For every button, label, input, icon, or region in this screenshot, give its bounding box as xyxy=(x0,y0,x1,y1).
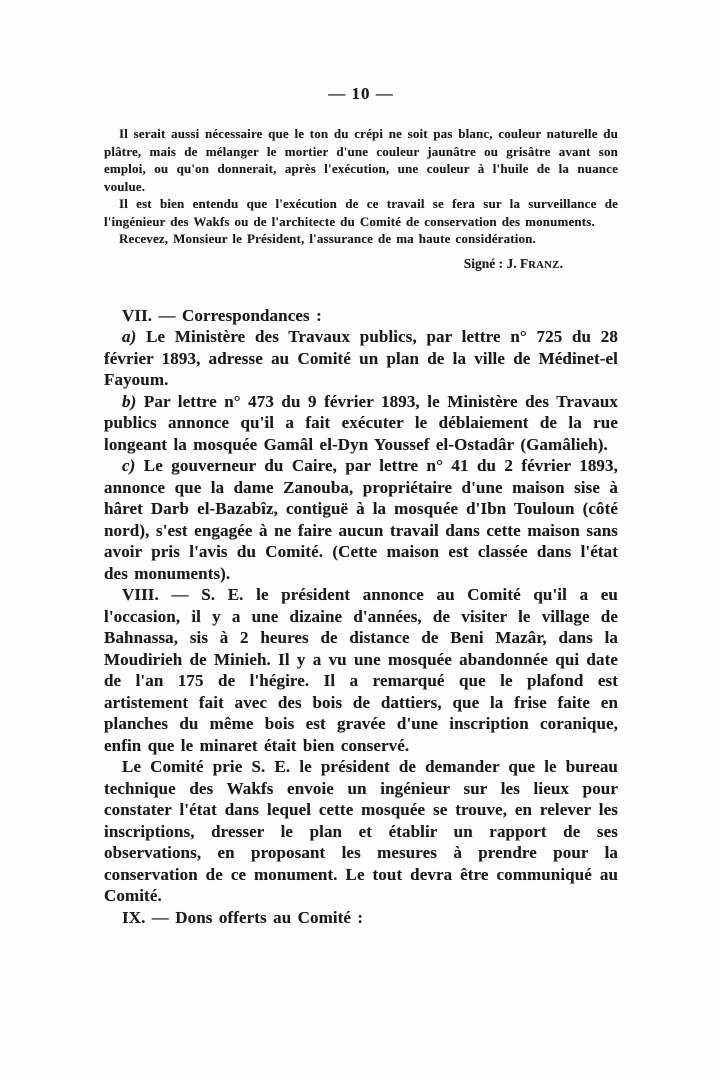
body-paragraph-item-c xyxy=(104,455,618,584)
section-heading-vii xyxy=(104,305,618,327)
section-number-ix: IX. — xyxy=(122,907,169,927)
signature-line xyxy=(104,255,618,275)
text-column xyxy=(104,85,618,928)
item-letter-a: a) xyxy=(122,327,137,346)
minutes-body xyxy=(104,305,618,929)
body-paragraph-item-a xyxy=(104,326,618,391)
excerpt-paragraph: Il est bien entendu que l'exécution de ce travail se fera sur la surveillance de l'ingénieur des Wakfs ou de l'architecte du Comité de conservation des monuments. xyxy=(104,196,618,229)
section-title: Correspondances : xyxy=(181,305,322,325)
section-number-vii: VII. — xyxy=(122,305,176,325)
item-letter-c: c) xyxy=(122,456,136,475)
page-number-header: — 10 — xyxy=(328,84,394,103)
excerpt-paragraph: Il serait aussi nécessaire que le ton du crépi ne soit pas blanc, couleur naturelle du plâtre, mais de mélanger le mortier d'une couleur jaunâtre ou grisâtre avant son emploi, ou qu'on donnerait, après l'exécution, une couleur à l'huile de la nuance voulue. xyxy=(104,126,618,194)
paragraph-text: Par lettre n° 473 du 9 février 1893, le Ministère des Travaux publics annonce qu'il a fait exécuter le déblaiement de la rue longeant la mosquée Gamâl el-Dyn Youssef el-Ostadâr (Gamâlieh). xyxy=(104,391,618,454)
body-paragraph-item-b xyxy=(104,391,618,456)
paragraph-text: S. E. le président annonce au Comité qu'il a eu l'occasion, il y a une dizaine d'années, de visiter le village de Bahnassa, sis à 2 heures de distance de Beni Mazâr, dans la Moudirieh de Minieh. Il y a vu une mosquée abandonnée qui date de l'an 175 de l'hégire. Il a remarqué que le plafond est artistement fait avec des bois de dattiers, que la frise faite en planches du même bois est gravée d'une inscription coranique, enfin que le minaret était bien conservé. xyxy=(104,585,618,755)
signature-label: Signé : J. xyxy=(463,255,520,271)
paragraph-text: Le Ministère des Travaux publics, par lettre n° 725 du 28 février 1893, adresse au Comité un plan de la ville de Médinet-el Fayoum. xyxy=(104,327,618,389)
signature-name-initial: F xyxy=(519,255,529,271)
paragraph-text: Le gouverneur du Caire, par lettre n° 41 du 2 février 1893, annonce que la dame Zanouba, propriétaire d'une maison sise à hâret Darb el-Bazabîz, contiguë à la mosquée d'Ibn Touloun (côté nord), s'est engagée à ne faire aucun travail dans cette maison sans avoir pris l'avis du Comité. (Cette maison est classée dans l'état des monuments). xyxy=(104,456,618,583)
section-heading-ix xyxy=(104,907,618,929)
item-letter-b: b) xyxy=(122,391,137,411)
signature-name-smallcaps: RANZ xyxy=(528,259,560,271)
section-title: Dons offerts au Comité : xyxy=(175,907,364,927)
body-paragraph-viii xyxy=(104,584,618,756)
excerpt-paragraph: Recevez, Monsieur le Président, l'assurance de ma haute considération. xyxy=(119,231,536,246)
signature-period: . xyxy=(559,255,563,271)
letter-excerpt xyxy=(104,125,618,248)
body-paragraph-comite-prie xyxy=(104,756,618,907)
section-number-viii: VIII. — xyxy=(122,585,189,604)
paragraph-text: Le Comité prie S. E. le président de demander que le bureau technique des Wakfs envoie un ingénieur sur les lieux pour constater l'état dans lequel cette mosquée se trouve, en relever les inscriptions, dresser le plan et établir un rapport de ses observations, en proposant les mesures à prendre pour la conservation de ce monument. Le tout devra être communiqué au Comité. xyxy=(104,757,618,905)
